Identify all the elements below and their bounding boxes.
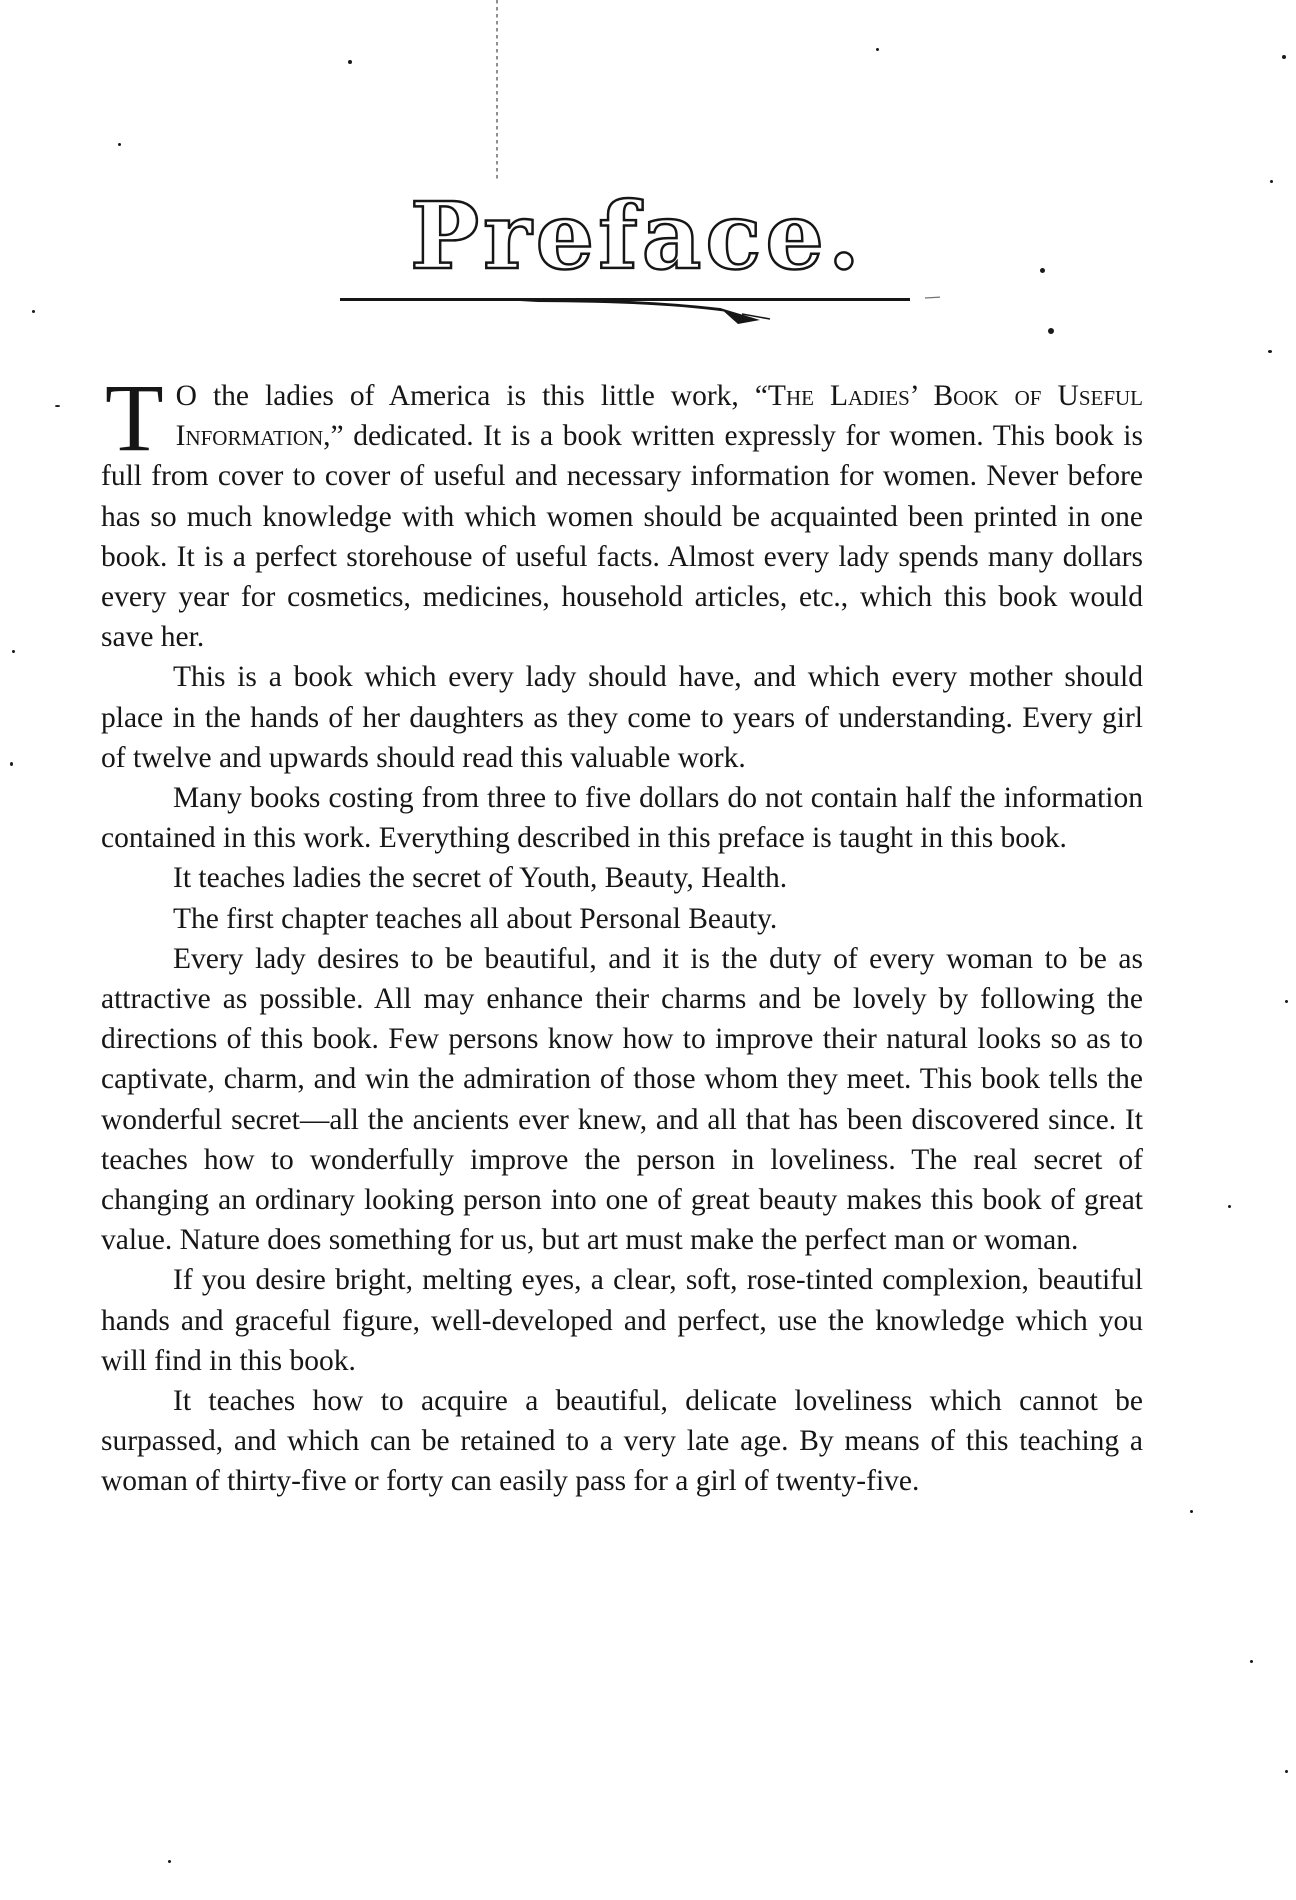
scan-speck xyxy=(1268,350,1272,353)
paragraph xyxy=(101,364,1143,657)
scan-speck xyxy=(876,48,879,51)
title-block xyxy=(340,182,960,330)
book-title: The Ladies’ Book of Useful Information, xyxy=(175,380,1143,453)
paragraph: It teaches ladies the secret of Youth, Beauty, Health. xyxy=(173,862,788,895)
scan-speck xyxy=(12,650,15,653)
scan-speck xyxy=(348,60,352,64)
scan-speck xyxy=(10,762,13,766)
preface-body xyxy=(101,364,1143,1502)
paragraph-lead: O the ladies of America is this little work, “ xyxy=(175,380,768,412)
scan-speck xyxy=(118,143,121,146)
flourish-ornament xyxy=(520,296,940,340)
paragraph-text: ” dedicated. It is a book written expressly for women. This book is full from cover to cover of useful and necessary information for women. Never before has so much knowledge with which women should be acquainted been printed in one book. It is a perfect storehouse of useful facts. Almost every lady spends many dollars every year for cosmetics, medicines, household articles, etc., which this book would save her. xyxy=(101,420,1143,654)
paragraph: Many books costing from three to five dollars do not contain half the information contained in this work. Everything described in this preface is taught in this book. xyxy=(101,782,1143,855)
paragraph: It teaches how to acquire a beautiful, delicate loveliness which cannot be surpassed, and which can be retained to a very late age. By means of this teaching a woman of thirty-five or forty can easily pass for a girl of twenty-five. xyxy=(101,1385,1143,1498)
scan-speck xyxy=(55,405,60,407)
paragraph: This is a book which every lady should have, and which every mother should place in the hands of her daughters as they come to years of understanding. Every girl of twelve and upwards should read this valuable work. xyxy=(101,661,1143,774)
scan-speck xyxy=(1282,55,1286,59)
paragraph: If you desire bright, melting eyes, a clear, soft, rose-tinted complexion, beautiful hands and graceful figure, well-developed and perfect, use the knowledge which you will find in this book. xyxy=(101,1264,1143,1377)
paragraph: The first chapter teaches all about Personal Beauty. xyxy=(173,902,778,935)
scan-speck xyxy=(1190,1510,1193,1513)
scan-speck xyxy=(32,310,35,313)
scan-speck xyxy=(168,1860,171,1863)
drop-cap: T xyxy=(105,364,164,471)
scan-speck xyxy=(1285,1000,1288,1003)
scan-speck xyxy=(1270,180,1273,183)
scan-speck xyxy=(1040,268,1045,273)
scan-speck xyxy=(1250,1660,1253,1663)
scan-artifact-line xyxy=(496,0,498,180)
scan-speck xyxy=(1228,1205,1231,1208)
scan-speck xyxy=(1285,1770,1288,1773)
paragraph: Every lady desires to be beautiful, and it is the duty of every woman to be as attractive as possible. All may enhance their charms and be lovely by following the directions of this book. Few persons know how to improve their natural looks so as to captivate, charm, and win the admiration of those whom they meet. This book tells the wonderful secret—all the ancients ever knew, and all that has been discovered since. It teaches how to wonderfully improve the person in loveliness. The real secret of changing an ordinary looking person into one of great beauty makes this book of great value. Nature does something for us, but art must make the perfect man or woman. xyxy=(101,942,1143,1257)
page-title: Preface. xyxy=(410,182,864,290)
scan-speck xyxy=(1048,328,1054,334)
